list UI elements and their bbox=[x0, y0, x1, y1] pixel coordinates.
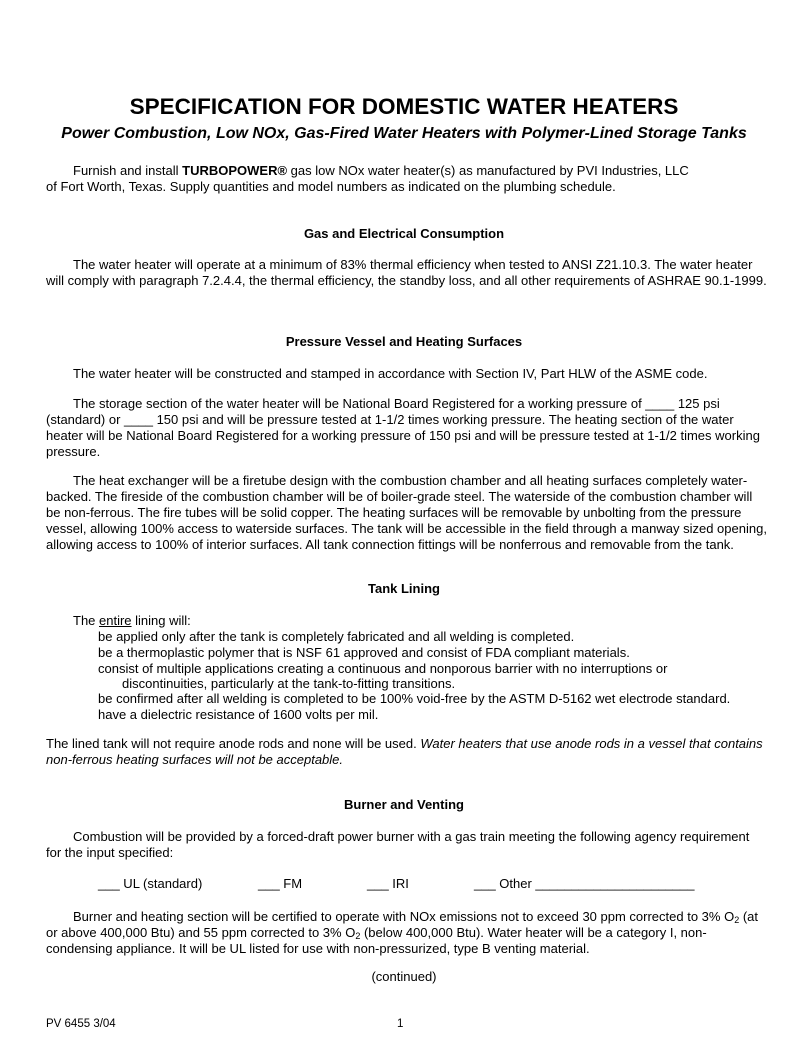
intro-paragraph: Furnish and install TURBOPOWER® gas low NOx water heater(s) as manufactured by PVI Industries, LLC of Fort Worth, Texas. Supply quantities and model numbers as indicated on the plumbing schedule. bbox=[46, 163, 689, 194]
section-heading-gas: Gas and Electrical Consumption bbox=[303, 226, 505, 241]
lining-item: be confirmed after all welding is completed to be 100% void-free by the ASTM D-5162 wet electrode standard. bbox=[98, 691, 731, 706]
burner-paragraph-1: Combustion will be provided by a forced-draft power burner with a gas train meeting the following agency requirement for the input specified: bbox=[46, 829, 750, 860]
section-heading-burner: Burner and Venting bbox=[344, 797, 464, 812]
agency-option-fm: ___ FM bbox=[258, 876, 303, 891]
footer-page-number: 1 bbox=[397, 1018, 404, 1030]
continued-note: (continued) bbox=[371, 969, 437, 984]
agency-option-ul: ___ UL (standard) bbox=[98, 876, 203, 891]
lining-item: be a thermoplastic polymer that is NSF 61 approved and consist of FDA compliant materials. bbox=[98, 645, 630, 660]
burner-paragraph-2: Burner and heating section will be certified to operate with NOx emissions not to exceed 30 ppm corrected to 3% $O_2$ (at or above 400,000 Btu) and 55 ppm corrected to 3% $O_2$ (below 400,000 Btu). Water heater will be a category I, non-condensing appliance. It will be UL listed for use with non-pressurized, type B venting material. bbox=[46, 909, 758, 956]
page-subtitle: Power Combustion, Low NOx, Gas-Fired Water Heaters with Polymer-Lined Storage Tanks bbox=[61, 125, 747, 142]
brand-name: TURBOPOWER® bbox=[182, 163, 288, 178]
lining-intro: The entire lining will: bbox=[73, 613, 191, 628]
gas-paragraph: The water heater will operate at a minimum of 83% thermal efficiency when tested to ANSI Z21.10.3. The water heater will comply with paragraph 7.2.4.4, the thermal efficiency, the standby loss, and all other requirements of ASHRAE 90.1-1999. bbox=[46, 257, 767, 288]
lining-closing: The lined tank will not require anode rods and none will be used. Water heaters that use anode rods in a vessel that contains non-ferrous heating surfaces will not be acceptable. bbox=[46, 736, 763, 767]
pressure-paragraph-2: The storage section of the water heater will be National Board Registered for a working pressure of ____ 125 psi (standard) or ____ 150 psi and will be pressure tested at 1-1/2 times working pressure. The heating section of the water heater will be National Board Registered for a working pressure of 150 psi and will be pressure tested at 1-1/2 times working pressure. bbox=[46, 396, 760, 459]
agency-option-iri: ___ IRI bbox=[367, 876, 409, 891]
pressure-paragraph-1: The water heater will be constructed and stamped in accordance with Section IV, Part HLW of the ASME code. bbox=[73, 366, 708, 381]
section-heading-pressure: Pressure Vessel and Heating Surfaces bbox=[285, 334, 523, 349]
section-heading-lining: Tank Lining bbox=[368, 581, 440, 596]
lining-item: have a dielectric resistance of 1600 volts per mil. bbox=[98, 707, 379, 722]
agency-option-other: ___ Other ______________________ bbox=[474, 876, 695, 891]
footer-doc-id: PV 6455 3/04 bbox=[46, 1018, 116, 1030]
lining-item: be applied only after the tank is completely fabricated and all welding is completed. bbox=[98, 629, 575, 644]
pressure-paragraph-3: The heat exchanger will be a firetube design with the combustion chamber and all heating surfaces completely water-backed. The fireside of the combustion chamber will be of boiler-grade steel. The waterside of the combustion chamber will be non-ferrous. The fire tubes will be solid copper. The heating surfaces will be removable by unbolting from the pressure vessel, allowing 100% access to waterside surfaces. The tank will be accessible in the field through a manway sized opening, allowing access to 100% of interior surfaces. All tank connection fittings will be nonferrous and removable from the tank. bbox=[46, 473, 767, 552]
lining-item: consist of multiple applications creating a continuous and nonporous barrier with no interruptions or bbox=[98, 661, 668, 676]
page-title: SPECIFICATION FOR DOMESTIC WATER HEATERS bbox=[129, 94, 679, 119]
lining-item-continuation: discontinuities, particularly at the tank-to-fitting transitions. bbox=[122, 676, 456, 691]
